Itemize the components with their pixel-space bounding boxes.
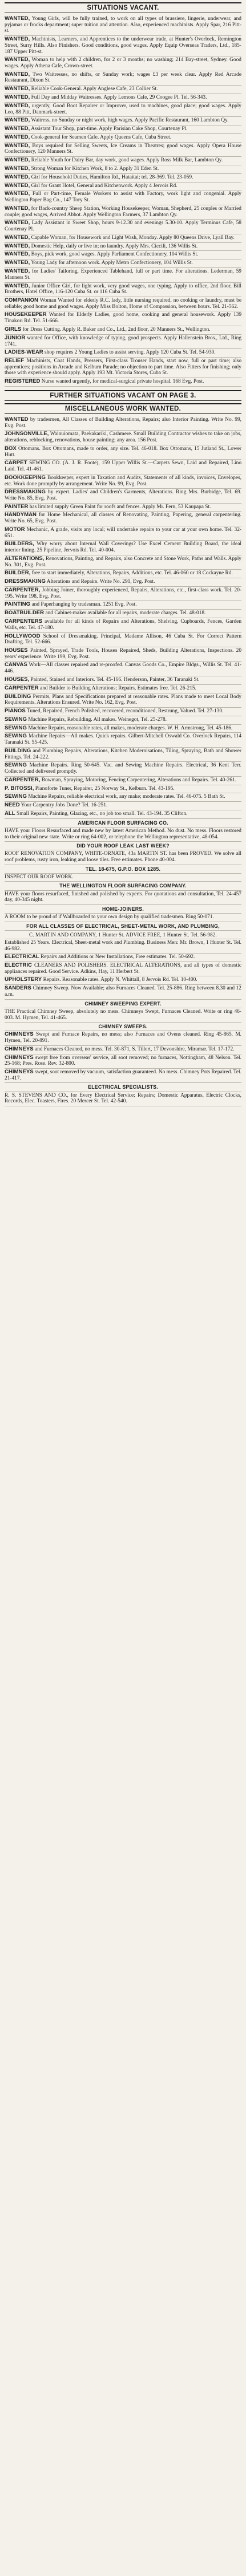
work-wanted-ad xyxy=(5,445,241,460)
newspaper-classifieds-page xyxy=(0,0,246,1110)
ad-lead-word: BUILDER, xyxy=(5,570,31,577)
home-joiners-title: HOME-JOINERS. xyxy=(5,905,241,914)
ad-lead-word: WANTED, xyxy=(5,117,30,124)
ad-lead-word: WANTED, xyxy=(5,36,30,43)
ad-lead-word: LADIES-WEAR xyxy=(5,349,43,356)
work-wanted-ad xyxy=(5,762,241,776)
ad-lead-word: SEWING xyxy=(5,793,27,800)
work-wanted-ad xyxy=(5,725,241,733)
work-wanted-ad xyxy=(5,733,241,747)
ad-lead-word: NEED xyxy=(5,802,20,809)
banner-ad-text: ROOF RENOVATION COMPANY, WHITE-ORNATE, 43a MARTIN ST. has been PROVED. We solve all roof problems, rusty iron, leaking and loose tiles. Free estimates. Phone 40-004. xyxy=(5,850,241,865)
ad-lead-word: BOX xyxy=(5,445,17,452)
work-wanted-ad xyxy=(5,541,241,555)
chimney-expert-title: CHIMNEY SWEEPING EXPERT. xyxy=(5,1000,241,1008)
ad-body-text: Repairs. Reasonable rates. Apply N. Whittall, 8 Jervois Rd. Tel. 10-400. xyxy=(43,977,197,983)
chimney-expert-ad: THE Practical Chimney Sweep, absolutely no mess. Chimneys Swept, Furnaces Cleaned. Write or ring 46-003. M. Hymen, Tel. 41-465. xyxy=(5,1008,241,1023)
work-wanted-ad xyxy=(5,512,241,526)
situation-vacant-ad xyxy=(5,165,241,174)
ad-lead-word: SANDERS xyxy=(5,985,31,992)
situation-vacant-ad xyxy=(5,205,241,220)
ad-lead-word: WANTED xyxy=(5,416,29,423)
ad-lead-word: DRESSMAKING xyxy=(5,489,46,496)
situation-vacant-ad xyxy=(5,36,241,56)
ad-body-text: Woman to help with 2 children, for 2 or 3 months; no washing; 214 Bay-street, Sydney. Good wages. Apply Athena Cafe, Crown-street. xyxy=(5,57,241,69)
ad-body-text: Mechanic, A grade, visits any local; will undertake repairs to your car at your own home. Tel. 32-651. xyxy=(5,526,242,539)
situation-vacant-ad xyxy=(5,349,241,358)
ad-lead-word: CHIMNEYS xyxy=(5,1068,34,1075)
ad-body-text: Reliable Cook-General. Apply Anglese Cafe, 23 Collier St. xyxy=(31,86,158,92)
work-wanted-ad xyxy=(5,647,241,662)
ad-lead-word: MOTOR xyxy=(5,526,25,533)
banner-ad-text: HAVE your Floors Resurfaced and made new by latest American Method. No dust. No mess. Floors restored to their original new state. Write or ring 64-002, or telephone the Wellington representative, 48-054. xyxy=(5,827,241,842)
ad-lead-word: SEWING xyxy=(5,762,27,769)
work-wanted-ad xyxy=(5,618,241,632)
ad-body-text: Young Girls, will be fully trained, to work on all types of brassiere, lingerie, underwear, and pyjamas or frocks department; super tuition and attention. Also, experienced machinists. Apply Spar, 216 Pitt-st. xyxy=(5,16,241,34)
work-wanted-ad xyxy=(5,431,241,445)
ad-lead-word: CHIMNEYS xyxy=(5,1045,34,1052)
ad-body-text: Your Carpentry Jobs Done? Tel. 16-251. xyxy=(21,802,108,809)
ad-lead-word: WANTED, xyxy=(5,125,30,132)
ad-body-text: for Ladies' Tailoring, Experienced Tablehand, full or part time. For alterations. Lederman, 59 Manners St. xyxy=(5,269,241,281)
situation-vacant-ad xyxy=(5,94,241,103)
ad-body-text: by tradesmen, All Classes of Building Alterations, Repairs; also Interior Painting. Write No. 99, Evg. Post. xyxy=(5,416,242,429)
ad-lead-word: RELIEF xyxy=(5,358,25,364)
situation-vacant-ad xyxy=(5,190,241,205)
service-ad xyxy=(5,976,241,985)
ad-lead-word: SEWING xyxy=(5,733,27,740)
ad-body-text: Machine Repairs, Rebuilding. All makes. Weinegot, Tel. 25-278. xyxy=(28,716,167,723)
ad-lead-word: WANTED, xyxy=(5,94,30,100)
ad-lead-word: WANTED, xyxy=(5,56,30,63)
work-wanted-ad xyxy=(5,708,241,716)
situation-vacant-ad xyxy=(5,251,241,259)
ad-body-text: Machinists, Learners, and Apprentices to the underwear trade, at Hunter's Overlock, Remington Street, Surry Hills. Also Finishers. Good conditions, good wages. Apply Equip Overseas Traders, Ltd., 185-187 Upper Pitt-st. xyxy=(5,36,241,55)
situation-vacant-ad xyxy=(5,117,241,125)
ad-body-text: Reliable Youth for Dairy Bar, day work, good wages. Apply Ross Milk Bar, Lambton Qy. xyxy=(31,157,223,164)
ad-lead-word: CARPENTERS xyxy=(5,618,43,625)
chimney-sweep-ad xyxy=(5,1031,241,1045)
ad-body-text: Repairs and Additions or New Installations, Free estimates. Tel. 50-692. xyxy=(41,954,195,960)
ad-lead-word: CARPENTER xyxy=(5,684,39,691)
ad-body-text: and Cabinet-maker available for all repairs, moderate charges. Tel. 48-018. xyxy=(45,610,206,616)
work-wanted-ad xyxy=(5,785,241,794)
ad-body-text: Alterations and Repairs. Write No. 291, Evg. Post. xyxy=(46,579,155,585)
ad-lead-word: WANTED, xyxy=(5,142,30,149)
ad-body-text: by expert. Ladies' and Children's Garments, Alterations. Ring Mrs. Burbidge, Tel. 69. Write No. 85, Evg. Post. xyxy=(5,489,241,502)
situation-vacant-ad xyxy=(5,71,241,86)
situation-vacant-ad xyxy=(5,143,241,157)
floor-surfacing-ad: HAVE your floors resurfaced, finished and polished by experts. For quotations and consultation, Tel. 24-457 day, 40-345 night. xyxy=(5,891,241,905)
situation-vacant-ad xyxy=(5,297,241,311)
ad-body-text: for Home Mechanical, all classes of Renovating, Painting, Papering, general carpentering. Write No. 65, Evg. Post. xyxy=(5,512,242,525)
work-wanted-ad xyxy=(5,685,241,693)
ad-lead-word: ELECTRICAL xyxy=(5,954,39,960)
chimney-sweep-ad xyxy=(5,1069,241,1083)
work-wanted-ad xyxy=(5,578,241,587)
ad-lead-word: JOHNSONVILLE, xyxy=(5,431,49,437)
situation-vacant-ad xyxy=(5,86,241,94)
work-wanted-ad xyxy=(5,601,241,610)
situation-vacant-ad xyxy=(5,134,241,143)
ad-lead-word: CARPET xyxy=(5,460,27,466)
situation-vacant-ad xyxy=(5,15,241,36)
situation-vacant-ad xyxy=(5,182,241,191)
ad-lead-word: PAINTING xyxy=(5,601,31,608)
ad-lead-word: BUILDING xyxy=(5,693,31,700)
ad-body-text: Machine Repairs, reasonable rates, all makes, moderate charges. W. H. Armstrong, Tel. 45-186. xyxy=(28,725,233,731)
ad-body-text: Renovations, Painting, and Repairs, also Concrete and Stone Work, Paths and Walls. Apply No. 301, Evg. Post. xyxy=(5,555,241,568)
ad-lead-word: WANTED, xyxy=(5,173,30,180)
further-situations-notice: FURTHER SITUATIONS VACANT ON PAGE 3. xyxy=(5,390,241,401)
ad-body-text: Two Waitresses, no shifts, or Sunday work; wages £3 per week clear. Apply Red Arcade Restaurant, Dixon St. xyxy=(5,71,241,84)
electrical-company: C. MARTIN AND COMPANY, 1 Hunter St. ADVICE FREE, 1 Hunter St. Tel. 56-982. xyxy=(5,931,241,939)
ad-body-text: Bookkeeper, expert in Taxation and Audits, Statements of all kinds, invoices, Envelopes, etc. Work done promptly by arrangement. Write No. 99, Evg. Post. xyxy=(5,474,242,487)
ad-body-text: Swept and Furnace Repairs, no mess; also Furnaces and Ovens cleaned. Ring 45-865. M. Hymen, Tel. 20-891. xyxy=(5,1032,241,1044)
ad-lead-word: WANTED, xyxy=(5,234,30,241)
ad-lead-word: CARPENTER, xyxy=(5,586,41,593)
misc-work-wanted-header: MISCELLANEOUS WORK WANTED. xyxy=(5,403,241,414)
ad-body-text: for Dress Cutting. Apply R. Baker and Co., Ltd., 2nd floor, 20 Manners St., Wellington. xyxy=(22,326,211,332)
banner-ads xyxy=(5,819,241,882)
ad-lead-word: ALTERATIONS, xyxy=(5,555,45,562)
ad-lead-word: WANTED, xyxy=(5,157,30,164)
ad-lead-word: COMPANION xyxy=(5,297,38,303)
work-wanted-ad xyxy=(5,748,241,762)
work-wanted-ad xyxy=(5,460,241,474)
ad-body-text: Machinists, Coat Hands, Pressers, First-class Trouser Hands, start now, full or part time; also apprentices; positions in Arcade and Kelburn Parade; no objection to part time. Also Fitters for finishing; only those with experience should apply. Apply 193 Mt. Victoria Stores, Cuba St. xyxy=(5,358,242,376)
ad-lead-word: WANTED, xyxy=(5,15,30,22)
ad-lead-word: SEWING xyxy=(5,724,27,731)
ad-lead-word: CHIMNEYS xyxy=(5,1054,34,1061)
ad-lead-word: ALL xyxy=(5,810,15,817)
situation-vacant-ad xyxy=(5,378,241,387)
ad-body-text: Small Repairs, Painting, Glazing, etc., no job too small. Tel. 43-194. 35 Clifton. xyxy=(17,811,188,817)
chimney-sweeps-list xyxy=(5,1031,241,1054)
ad-lead-word: WANTED, xyxy=(5,182,30,189)
chimney-sweep-ad xyxy=(5,1054,241,1069)
ad-body-text: Ottomans. Box Ottomans, made to order, any size. Tel. 46-018. Box Ottomans, 15 Jutland St., Lower Hutt. xyxy=(5,445,241,458)
service-ad xyxy=(5,954,241,962)
situation-vacant-ad xyxy=(5,234,241,243)
situation-vacant-ad xyxy=(5,220,241,234)
ad-lead-word: HOUSES, xyxy=(5,676,30,683)
situation-vacant-ad xyxy=(5,358,241,378)
work-wanted-ad xyxy=(5,474,241,489)
ad-lead-word: P. BITOSSI, xyxy=(5,785,34,792)
ad-lead-word: UPHOLSTERY xyxy=(5,976,42,983)
ad-lead-word: BUILDING xyxy=(5,747,31,754)
situation-vacant-ad xyxy=(5,335,241,349)
work-wanted-ad xyxy=(5,489,241,503)
ad-lead-word: DRESSMAKING xyxy=(5,578,46,585)
ad-lead-word: WANTED, xyxy=(5,71,30,78)
situation-vacant-ad xyxy=(5,157,241,165)
service-ad xyxy=(5,985,241,999)
ad-body-text: and Builder to Building Alterations; Repairs, Estimates free. Tel. 26-215. xyxy=(40,685,196,691)
situation-vacant-ad xyxy=(5,125,241,134)
banner-ad-title: TEL. 18-675, G.P.O. BOX 1285. xyxy=(5,865,241,874)
situation-vacant-ad xyxy=(5,174,241,182)
ad-lead-word: PIANOS xyxy=(5,707,26,714)
work-wanted-ad xyxy=(5,633,241,647)
ad-body-text: Nurse wanted urgently, for medical-surgical private hospital. 168 Evg. Post. xyxy=(41,379,204,385)
banner-ad-title: DID YOUR ROOF LEAK LAST WEEK? xyxy=(5,842,241,850)
floor-surfacing-title: THE WELLINGTON FLOOR SURFACING COMPANY. xyxy=(5,882,241,890)
ad-body-text: Machine Repairs—All makes. Quick repairs. Gilbert-Mitchell Oswald Co. Overlock Repairs, 114 Taranaki St. 55-425. xyxy=(5,733,241,746)
ad-body-text: Full or Part-time, Female Workers to assist with Factory, work light and congenial. Apply Wellington Paper Bag Co., 147 Tory St. xyxy=(5,191,241,204)
ad-body-text: Cook-general for Seamen Cafe. Apply Queens Cafe, Cuba Street. xyxy=(31,134,172,140)
ad-lead-word: HOUSES xyxy=(5,647,28,654)
work-wanted-ad xyxy=(5,555,241,570)
ad-body-text: Machine Repairs. Ring 50-645. Vac. and Sewing Machine Repairs. Electrical, 36 Kent Terr. Collected and delivered promptly. xyxy=(5,762,241,775)
more-ads-list xyxy=(5,954,241,1000)
electrical-specialists-title: ELECTRICAL SPECIALISTS. xyxy=(5,1083,241,1092)
electrical-ad: Established 25 Years. Electrical, Sheet-metal work and Plumbing. Business Men: Mr. Brown, 1 Hunter St. Tel. 46-982. xyxy=(5,939,241,954)
ad-body-text: swept, soot removed by vacuum, satisfaction guaranteed. No mess. Chimney Pots Repaired. Tel. 21-417. xyxy=(5,1069,241,1081)
ad-body-text: Pianoforte Tuner, Repairer, 25 Norway St., Kelburn. Tel. 43-195. xyxy=(35,785,175,792)
ad-lead-word: ELECTRIC xyxy=(5,962,32,969)
situations-vacant-header: SITUATIONS VACANT. xyxy=(5,2,241,13)
ad-body-text: Junior Office Girl, for light work, very good wages, one typing. Apply to office, 2nd floor, Bill Brothers, Hotel Office, 116-120 Cuba St. or 116 Cuba St. xyxy=(5,283,241,295)
situation-vacant-ad xyxy=(5,326,241,335)
ad-lead-word: WANTED, xyxy=(5,242,30,249)
ad-body-text: Woman Wanted for elderly R.C. lady, little nursing required, no cooking or laundry, must be reliable; good home and good wages. Apply Miss Bolton, Home of Compassion, between hours. Tel. 21-562. xyxy=(5,298,241,310)
ad-body-text: Permits, Plans and Specifications prepared at reasonable rates. Plans made to meet Local Body Requirements. Alterations Ensured. Write No. 162, Evg. Post. xyxy=(5,693,242,706)
ad-lead-word: CHIMNEYS xyxy=(5,1031,34,1038)
ad-body-text: Capable Woman, for Housework and Light Wash, Monday. Apply 80 Queens Drive, Lyall Bay. xyxy=(31,234,235,241)
ad-body-text: Wanted for Elderly Ladies, good home, cooking and general housework. Apply 139 Tinakori Rd. Tel. 51-666. xyxy=(5,312,242,324)
ad-body-text: Painted, Stained and Interiors. Tel. 45-166. Henderson, Painter, 36 Taranaki St. xyxy=(30,676,200,683)
ad-lead-word: WANTED, xyxy=(5,102,30,109)
ad-body-text: and Furnaces Cleaned, no mess. Tel. 30-871, S. Tillert, 17 Devonshire, Miramar. Tel. 17-172. xyxy=(34,1046,235,1052)
service-ad xyxy=(5,962,241,976)
ad-lead-word: HOUSEKEEPER xyxy=(5,311,47,318)
work-wanted-ad xyxy=(5,793,241,802)
ad-body-text: Chimney Sweep. Now Available; also Furnaces Cleaned. Tel. 25-886. Ring between 8.30 and 12 a.m. xyxy=(5,985,241,998)
work-wanted-ad xyxy=(5,610,241,618)
ad-body-text: Domestic Help, daily or live in; no laundry. Apply Mrs. Ciccili, 136 Willis St. xyxy=(31,243,198,249)
work-wanted-ad xyxy=(5,777,241,785)
banner-ad-title: AMERICAN FLOOR SURFACING CO. xyxy=(5,819,241,827)
ad-body-text: Machine Repairs, reliable electrical work, any make; moderate rates. Tel. 46-075. 5 Bath St. xyxy=(28,794,225,800)
misc-work-wanted-list xyxy=(5,416,241,819)
ad-lead-word: WANTED, xyxy=(5,205,30,212)
ad-lead-word: WANTED, xyxy=(5,282,30,289)
ad-lead-word: BUILDERS, xyxy=(5,541,34,547)
work-wanted-ad xyxy=(5,693,241,708)
situation-vacant-ad xyxy=(5,56,241,71)
ad-body-text: Young Lady for afternoon work. Apply Metro Confectionery, 104 Willis St. xyxy=(31,260,193,266)
ad-body-text: Full Day and Midday Waitresses. Apply Lemons Cafe, 29 Coogee Pl. Tel. 56-343. xyxy=(31,94,207,100)
ad-body-text: Boys required for Selling Sweets, Ice Creams in Theatres; good wages. Apply Opera House Confectionery, 120 Manners St. xyxy=(5,143,241,155)
work-wanted-ad xyxy=(5,526,241,541)
home-joiners-ad: A ROOM to be proud of if Wallboarded to your own design by qualified tradesmen. Ring 50-071. xyxy=(5,914,241,922)
ad-lead-word: WANTED, xyxy=(5,86,30,92)
ad-body-text: has limited supply Green Paint for roofs and fences. Apply Mr. Fern, 53 Kaupapa St. xyxy=(29,504,211,510)
work-wanted-ad xyxy=(5,662,241,676)
ad-body-text: Waitress, no Sunday or night work, high wages. Apply Pacific Restaurant, 160 Lambton Qy. xyxy=(31,117,229,124)
situation-vacant-ad xyxy=(5,311,241,326)
ad-body-text: Tuned, Repaired, French Polished, recovered, reconditioned, Restrung, Valued. Tel. 27-130. xyxy=(26,708,224,714)
ad-lead-word: WANTED, xyxy=(5,165,30,172)
situation-vacant-ad xyxy=(5,243,241,251)
ad-body-text: Bowman, Spraying, Motoring, Fencing Carpentering, Alterations and Repairs. Tel. 40-261. xyxy=(41,777,237,783)
ad-body-text: Assistant Tour Shop, part-time. Apply Parisian Cake Shop, Courtenay Pl. xyxy=(31,126,188,132)
ad-body-text: swept free from overseas' service, all soot removed; no furnaces, Nottingham, 48 Nelson. Tel. 25-168; Pres. Rose. Rev. 32-800. xyxy=(5,1054,242,1067)
ad-body-text: wanted for Office, with knowledge of typing, good prospects. Apply Hallenstein Bros., Ltd., Ring 1741. xyxy=(5,335,242,347)
banner-ad-text: INSPECT OUR ROOF WORK. xyxy=(5,874,241,882)
ad-body-text: free to start immediately, Alterations, Repairs, Additions, etc. Tel. 46-060 or 18 Cockayne Rd. xyxy=(31,570,233,577)
work-wanted-ad xyxy=(5,676,241,685)
situation-vacant-ad xyxy=(5,268,241,282)
ad-lead-word: BOATBUILDER xyxy=(5,610,45,616)
work-wanted-ad xyxy=(5,570,241,578)
situation-vacant-ad xyxy=(5,283,241,297)
ad-body-text: for Back-country Sheep Station, Working Housekeeper, Woman, Shepherd, 25 couples or Married couple; good wages, Arrived Abbot. Apply Wellington Farmers, 37 Lambton Qy. xyxy=(5,205,241,218)
situations-vacant-list xyxy=(5,15,241,387)
ad-body-text: Jobbing Joiner, thoroughly experienced, Repairs, Alterations, etc., first-class work. Tel. 20-195. Write 198, Evg. Post. xyxy=(5,587,242,599)
ad-body-text: Painted, Sprayed, Trade Tools, Houses Repaired, Sheds, Building Alterations, Inspections. 20 years' experience. Write 199, Evg. Post. xyxy=(5,647,242,660)
ad-body-text: Wainuiomata, Paekakariki, Cashmere. Small Building Contractor wishes to take on jobs, alterations, reblocking, renovations, house painting; any area. 156 Post. xyxy=(5,431,241,444)
ad-lead-word: HANDYMAN xyxy=(5,512,37,518)
ad-lead-word: JUNIOR xyxy=(5,334,26,341)
ad-body-text: SEWING CO. (A. J. R. Foote), 159 Upper Willis St.—Carpets Sewn, Laid and Repaired, Lino Laid. Tel. 41-461. xyxy=(5,460,242,473)
ad-lead-word: WANTED, xyxy=(5,259,30,266)
ad-lead-word: BOOKKEEPING xyxy=(5,474,46,481)
ad-body-text: CLEANERS AND POLISHERS. ELECTRICAL ALTERATIONS, and all types of domestic appliances repaired. Good Service. Adkins, Hay, 11 Herbert St. xyxy=(5,963,241,975)
ad-body-text: Work—All classes repaired and re-proofed. Canvas Goods Co., Empire Bldgs., Willis St. Tel. 41-446. xyxy=(5,662,241,675)
work-wanted-ad xyxy=(5,716,241,725)
work-wanted-ad xyxy=(5,587,241,601)
work-wanted-ad xyxy=(5,504,241,512)
after-sweeps-list xyxy=(5,1054,241,1084)
ad-body-text: and Plumbing Repairs, Alterations, Kitchen Modernisations, Tiling, Spraying, Bath and Shower Fittings. Tel. 24-222. xyxy=(5,748,242,760)
electrical-specialists-ad: R. S. STEVENS AND CO., for Every Electrical Service; Repairs; Domestic Apparatus, Electric Clocks, Records, Elec. Toasters, Fires. 20 Mercer St. Tel. 42-540. xyxy=(5,1092,241,1106)
ad-lead-word: GIRLS xyxy=(5,326,22,332)
ad-lead-word: REGISTERED xyxy=(5,378,41,385)
ad-lead-word: WANTED, xyxy=(5,133,30,140)
ad-body-text: Girl for Grant Hotel, General and Kitchenwork. Apply 4 Jervois Rd. xyxy=(31,182,178,189)
ad-body-text: Why worry about Internal Wall Coverings? Use Excel Cement Building Board, the ideal interior lining. 25 Pipeline, Jervois Rd. Tel. 40-004. xyxy=(5,541,241,554)
ad-body-text: available for all kinds of Repairs and Alterations, Shelving, Cupboards, Fences, Garden Walls, etc. Tel. 47-180. xyxy=(5,619,242,631)
ad-lead-word: WANTED, xyxy=(5,220,30,226)
situation-vacant-ad xyxy=(5,259,241,268)
ad-lead-word: CANVAS xyxy=(5,662,27,668)
ad-lead-word: WANTED, xyxy=(5,190,30,197)
electrical-title: FOR ALL CLASSES OF ELECTRICAL, SHEET-METAL WORK, AND PLUMBING, xyxy=(5,922,241,931)
ad-lead-word: CARPENTER, xyxy=(5,776,41,783)
ad-lead-word: HOLLYWOOD xyxy=(5,632,41,639)
ad-body-text: Girl for Household Duties, Hamilton Rd., Hataitai; tel. 28-369. Tel. 23-059. xyxy=(31,174,193,180)
chimney-sweep-ad xyxy=(5,1046,241,1054)
ad-body-text: urgently, Good Boot Repairer or Improver, used to machines, good place; good wages. Apply Leo, 88 Pitt, Danmark-street. xyxy=(5,103,241,115)
ad-body-text: Strong Woman for Kitchen Work, 8 to 2. Apply 31 Eden St. xyxy=(31,165,159,172)
work-wanted-ad xyxy=(5,416,241,431)
work-wanted-ad xyxy=(5,802,241,810)
ad-lead-word: WANTED, xyxy=(5,251,30,258)
work-wanted-ad xyxy=(5,810,241,819)
ad-body-text: and Paperhanging by tradesman. 1251 Evg. Post. xyxy=(31,602,137,608)
situation-vacant-ad xyxy=(5,103,241,117)
chimney-sweeps-title: CHIMNEY SWEEPS. xyxy=(5,1023,241,1031)
ad-body-text: Lady Assistant in Sweet Shop, hours 9-12.30 and evenings 5.30-10. Apply Terminus Cafe, 58 Courtenay Pl. xyxy=(5,220,241,233)
ad-body-text: School of Dressmaking. Principal, Madame Allison, 46 Cuba St. For Correct Pattern Drafting. Tel. 52-666. xyxy=(5,633,242,646)
ad-body-text: Boys, pick work, good wages. Apply Parliament Confectionery, 104 Willis St. xyxy=(31,251,199,258)
ad-lead-word: PAINTER xyxy=(5,503,29,510)
ad-body-text: shop requires 2 Young Ladies to assist serving. Apply 120 Cuba St. Tel. 54-930. xyxy=(45,350,216,356)
ad-lead-word: WANTED, xyxy=(5,268,30,275)
ad-lead-word: SEWING xyxy=(5,716,27,723)
